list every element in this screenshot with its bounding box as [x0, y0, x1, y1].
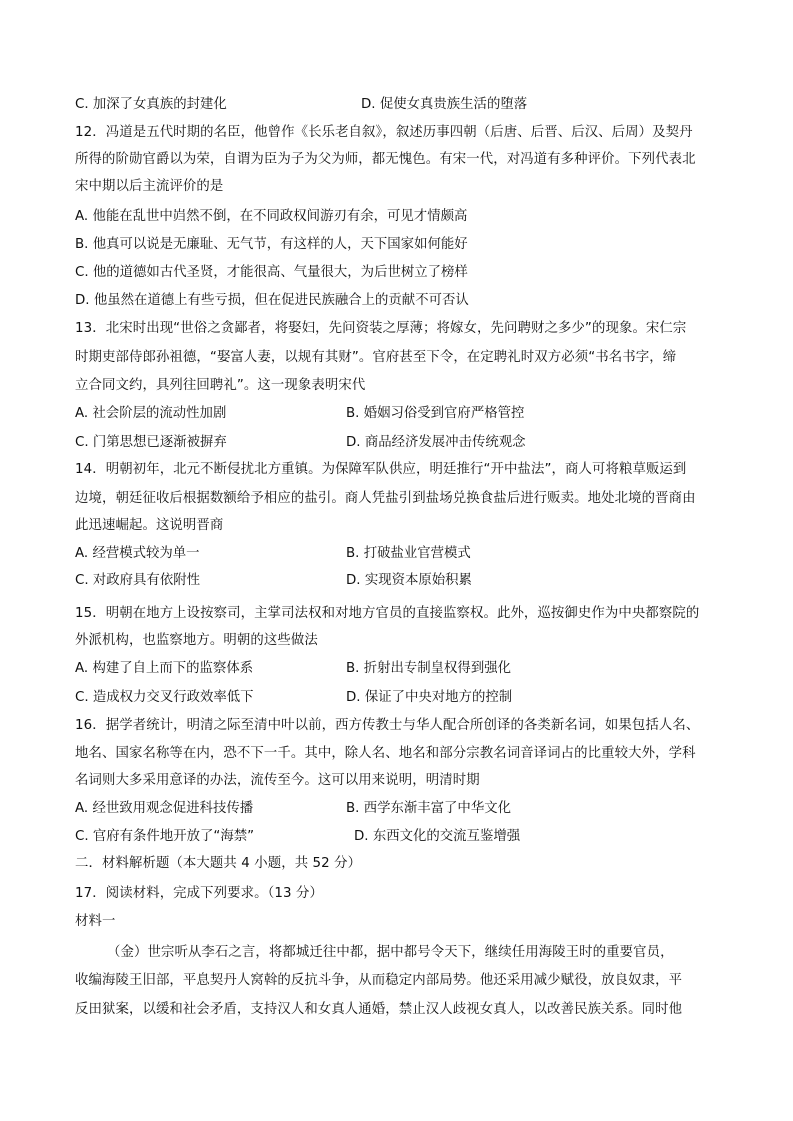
q12-option-d: D. 他虽然在道德上有些亏损，但在促进民族融合上的贡献不可否认 — [75, 293, 469, 308]
q15-option-b: B. 折射出专制皇权得到强化 — [346, 661, 511, 676]
q12-stem-line: 12．冯道是五代时期的名臣，他曾作《长乐老自叙》，叙述历事四朝（后唐、后晋、后汉、后周）及契丹 — [75, 125, 693, 140]
q16-option-c: C. 官府有条件地开放了“海禁” — [75, 829, 255, 844]
q16-stem-line: 名词则大多采用意译的办法，流传至今。这可以用来说明，明清时期 — [75, 773, 480, 788]
q16-option-d: D. 东西文化的交流互鉴增强 — [354, 829, 521, 844]
q15-option-c: C. 造成权力交叉行政效率低下 — [75, 690, 254, 705]
q13-stem-line: 时期吏部侍郎孙祖德，“娶富人妻，以规有其财”。官府甚至下令，在定聘礼时双方必须“书名书字，缔 — [75, 350, 677, 365]
q12-stem-line: 宋中期以后主流评价的是 — [75, 179, 224, 194]
q16-option-b: B. 西学东渐丰富了中华文化 — [346, 801, 511, 816]
q13-option-d: D. 商品经济发展冲击传统观念 — [346, 435, 526, 450]
q15-stem-line: 15．明朝在地方上设按察司，主掌司法权和对地方官员的直接监察权。此外，巡按御史作为中央都察院的 — [75, 606, 700, 621]
q14-option-d: D. 实现资本原始积累 — [346, 573, 472, 588]
q12-option-c: C. 他的道德如古代圣贤，才能很高、气量很大，为后世树立了榜样 — [75, 265, 468, 280]
q14-stem-line: 边境，朝廷征收后根据数额给予相应的盐引。商人凭盐引到盐场兑换食盐后进行贩卖。地处北境的晋商由 — [75, 491, 696, 506]
q13-option-a: A. 社会阶层的流动性加剧 — [75, 406, 227, 421]
q12-option-a: A. 他能在乱世中岿然不倒，在不同政权间游刃有余，可见才情颇高 — [75, 209, 468, 224]
q15-stem-line: 外派机构，也监察地方。明朝的这些做法 — [75, 633, 318, 648]
section-title: 二．材料解析题（本大题共 4 小题，共 52 分） — [75, 856, 362, 871]
q16-stem-line: 16．据学者统计，明清之际至清中叶以前，西方传教士与华人配合所创译的各类新名词，如果包括人名、 — [75, 718, 700, 733]
q13-stem-line: 13．北宋时出现“世俗之贪鄙者，将娶妇，先问资装之厚薄；将嫁女，先问聘财之多少”的现象。宋仁宗 — [75, 321, 687, 336]
material-text-line: 收编海陵王旧部，平息契丹人窝斡的反抗斗争，从而稳定内部局势。他还采用减少赋役，放良奴隶，平 — [75, 973, 683, 988]
q13-stem-line: 立合同文约，具列往回聘礼”。这一现象表明宋代 — [75, 378, 366, 393]
q11-option-c: C. 加深了女真族的封建化 — [75, 97, 227, 112]
q11-option-d: D. 促使女真贵族生活的堕落 — [361, 97, 528, 112]
q13-option-c: C. 门第思想已逐渐被摒弃 — [75, 435, 227, 450]
q13-option-b: B. 婚姻习俗受到官府严格管控 — [346, 406, 525, 421]
q14-stem-line: 14．明朝初年，北元不断侵扰北方重镇。为保障军队供应，明廷推行“开中盐法”，商人可将粮草贩运到 — [75, 462, 687, 477]
q12-stem-line: 所得的阶勋官爵以为荣，自谓为臣为子为父为师，都无愧色。有宋一代，对冯道有多种评价。下列代表北 — [75, 152, 696, 167]
q14-option-b: B. 打破盐业官营模式 — [346, 546, 471, 561]
q17-stem: 17．阅读材料，完成下列要求。（13 分） — [75, 886, 323, 901]
q15-option-d: D. 保证了中央对地方的控制 — [346, 690, 513, 705]
q14-option-a: A. 经营模式较为单一 — [75, 546, 200, 561]
q16-option-a: A. 经世致用观念促进科技传播 — [75, 801, 254, 816]
material-label: 材料一 — [75, 914, 116, 929]
q14-stem-line: 此迅速崛起。这说明晋商 — [75, 518, 224, 533]
q14-option-c: C. 对政府具有依附性 — [75, 573, 200, 588]
q12-option-b: B. 他真可以说是无廉耻、无气节，有这样的人，天下国家如何能好 — [75, 237, 468, 252]
q15-option-a: A. 构建了自上而下的监察体系 — [75, 661, 254, 676]
q16-stem-line: 地名、国家名称等在内，恐不下一千。其中，除人名、地名和部分宗教名词音译词占的比重较大外，学科 — [75, 746, 696, 761]
material-text-line: 反田狱案，以缓和社会矛盾，支持汉人和女真人通婚，禁止汉人歧视女真人，以改善民族关系。同时他 — [75, 1002, 683, 1017]
material-text-line: （金）世宗听从李石之言，将都城迁往中都，据中都号令天下，继续任用海陵王时的重要官员， — [107, 945, 674, 960]
